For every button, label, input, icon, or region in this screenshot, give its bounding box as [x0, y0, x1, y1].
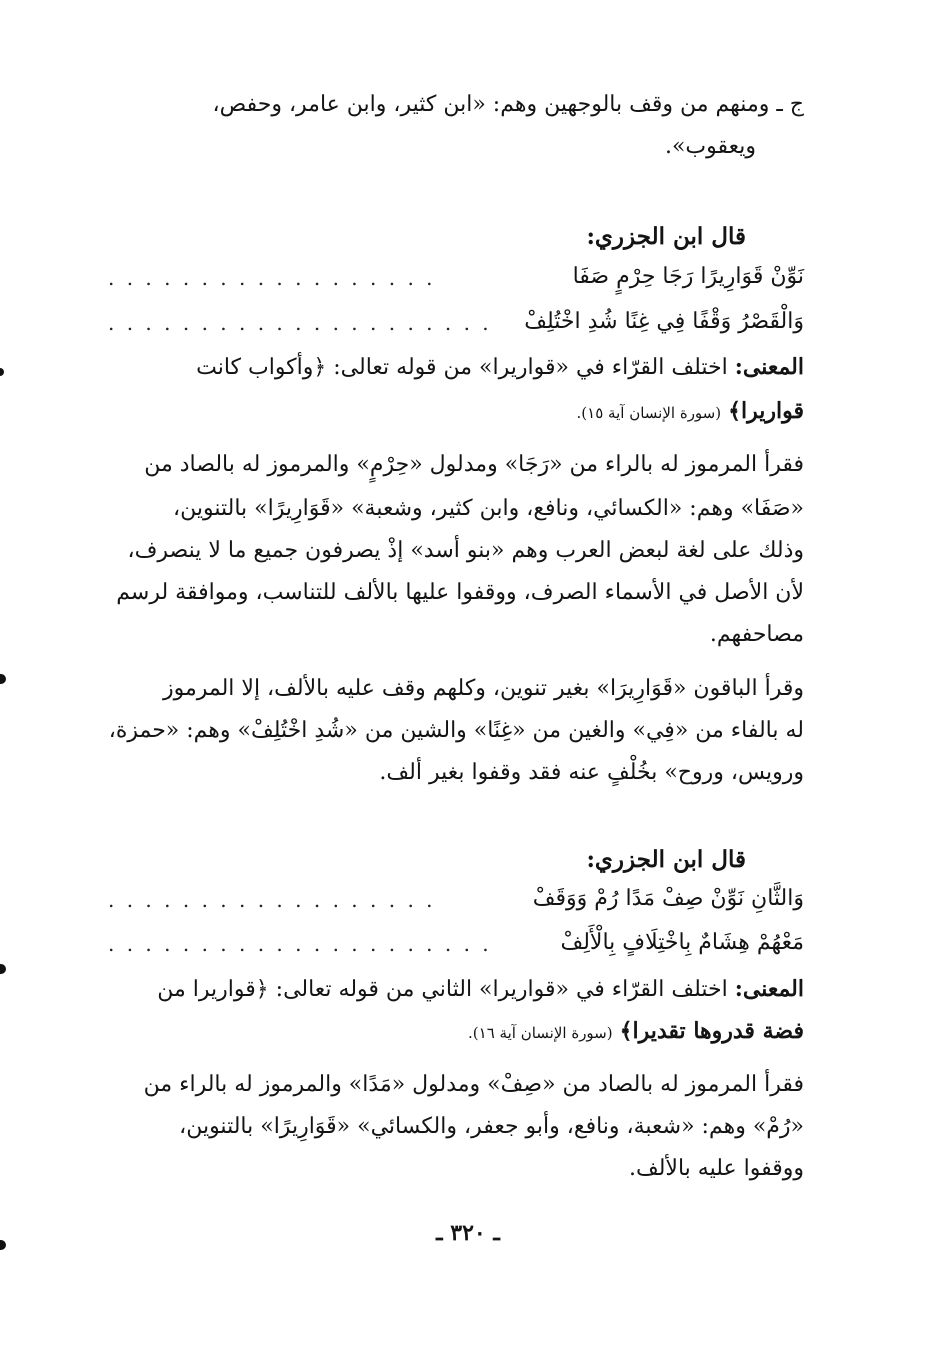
- block2-meaning-line-1: [157, 974, 804, 1005]
- block1-para1-line-4: لأن الأصل في الأسماء الصرف، ووقفوا عليها بالألف للتناسب، وموافقة لرسم: [116, 580, 804, 605]
- block1-para2-line-3: ورويس، وروح» بخُلْفٍ عنه فقد وقفوا بغير ألف.: [379, 760, 804, 785]
- scan-edge-mark: [0, 674, 6, 684]
- block2-meaning-line-2: [468, 1016, 804, 1048]
- block1-meaning-verse: قواريرا﴾: [728, 398, 804, 424]
- block1-para1-line-2: «صَفَا» وهم: «الكسائي، ونافع، وابن كثير، وشعبة» «قَوَارِيرًا» بالتنوين،: [173, 496, 804, 521]
- block1-verse1-dots: . . . . . . . . . . . . . . . . . .: [108, 266, 436, 290]
- block2-meaning-label: المعنى:: [734, 976, 804, 1002]
- scan-edge-mark: [0, 964, 6, 974]
- block1-para1-line-3: وذلك على لغة لبعض العرب وهم «بنو أسد» إذْ يصرفون جميع ما لا ينصرف،: [127, 538, 804, 563]
- block1-meaning-line-1: [196, 352, 804, 383]
- block2-meaning-cite: (سورة الإنسان آية ١٦).: [468, 1024, 613, 1042]
- block1-meaning-cite: (سورة الإنسان آية ١٥).: [576, 404, 722, 422]
- block1-meaning-line-2: [577, 396, 804, 428]
- block1-verse1-right: نَوِّنْ قَوَارِيرًا رَجَا حِرْمٍ صَفَا: [572, 264, 804, 289]
- block2-para1-line-3: ووقفوا عليه بالألف.: [628, 1156, 804, 1181]
- block2-verse1-right: وَالثَّانِ نَوِّنْ صِفْ مَدًا رُمْ وَوَقَفْ: [532, 886, 804, 911]
- section-c-line-1: ج ـ ومنهم من وقف بالوجهين وهم: «ابن كثير، وابن عامر، وحفص،: [212, 92, 804, 117]
- scan-edge-mark: [0, 1240, 6, 1250]
- block1-heading: قال ابن الجزري:: [586, 223, 746, 250]
- block2-meaning-verse: فضة قدروها تقديرا﴾: [619, 1018, 804, 1044]
- block1-verse2-right: وَالْقَصْرُ وَقْفًا فِي غِنًا شُدِ اخْتُلِفْ: [524, 309, 804, 334]
- block2-verse2-dots: . . . . . . . . . . . . . . . . . . . . .: [108, 932, 492, 956]
- block1-verse2-dots: . . . . . . . . . . . . . . . . . . . . .: [108, 311, 492, 335]
- block2-heading: قال ابن الجزري:: [586, 846, 746, 873]
- page-number: ـ ٣٢٠ ـ: [436, 1220, 500, 1246]
- block2-meaning-text: اختلف القرّاء في «قواريرا» الثاني من قوله تعالى: ﴿قواريرا من: [157, 977, 728, 1002]
- block1-para1-line-1: فقرأ المرموز له بالراء من «رَجَا» ومدلول «حِرْمٍ» والمرموز له بالصاد من: [144, 452, 804, 477]
- scan-edge-mark: [0, 368, 4, 376]
- block1-para2-line-1: وقرأ الباقون «قَوَارِيرَا» بغير تنوين، وكلهم وقف عليه بالألف، إلا المرموز: [162, 676, 804, 701]
- block1-meaning-text: اختلف القرّاء في «قواريرا» من قوله تعالى: ﴿وأكواب كانت: [196, 355, 728, 380]
- section-c-line-2: ويعقوب».: [664, 134, 756, 159]
- block2-verse2-right: مَعْهُمْ هِشَامٌ بِاخْتِلَافٍ بِالْأَلِفْ: [560, 930, 804, 955]
- block2-para1-line-1: فقرأ المرموز له بالصاد من «صِفْ» ومدلول «مَدًا» والمرموز له بالراء من: [143, 1072, 804, 1097]
- block1-para1-line-5: مصاحفهم.: [709, 622, 804, 647]
- block2-verse1-dots: . . . . . . . . . . . . . . . . . .: [108, 888, 436, 912]
- block2-para1-line-2: «رُمْ» وهم: «شعبة، ونافع، وأبو جعفر، والكسائي» «قَوَارِيرًا» بالتنوين،: [179, 1114, 804, 1139]
- block1-meaning-label: المعنى:: [734, 354, 804, 380]
- block1-para2-line-2: له بالفاء من «فِي» والغين من «غِنًا» والشين من «شُدِ اخْتُلِفْ» وهم: «حمزة،: [108, 718, 804, 743]
